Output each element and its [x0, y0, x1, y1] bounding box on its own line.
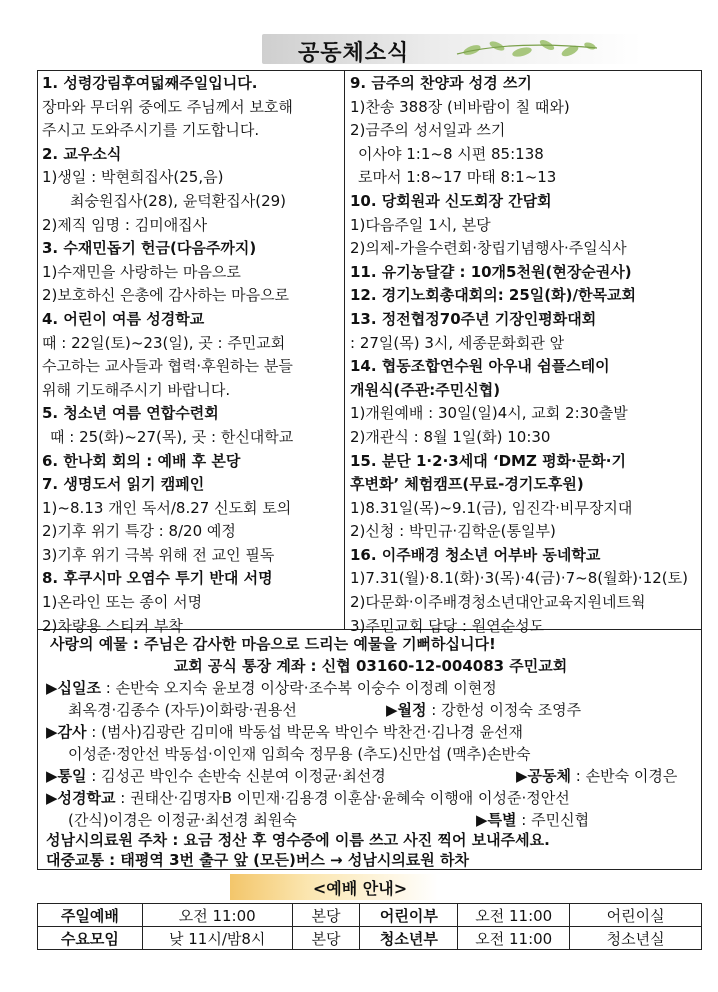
left-news-line: 때 : 25(화)~27(목), 곳 : 한신대학교: [50, 427, 294, 446]
worship-row: [38, 904, 702, 927]
left-news-line: 2)차량용 스티커 부착: [42, 616, 183, 635]
left-news-line: 1)생일 : 박현희집사(25,음): [42, 168, 224, 187]
left-column: [42, 72, 342, 638]
right-news-line: 2)신청 : 박민규·김학운(통일부): [350, 522, 556, 541]
left-news-line: 2)보호하신 은총에 감사하는 마음으로: [42, 286, 290, 305]
left-news-line: 2. 교우소식: [42, 144, 122, 163]
column-divider: [344, 70, 345, 630]
school-line-1: ▶성경학교 : 권태산·김명자B 이민재·김용경 이훈삼·윤혜숙 이행애 이성준·정안선: [46, 789, 570, 807]
page-title: 공동체소식: [298, 41, 410, 66]
right-news-line: 로마서 1:8~17 마태 8:1~13: [358, 168, 557, 187]
worship-row: [38, 927, 702, 950]
right-news-line: 11. 유기농달걀 : 10개5천원(현장순권사): [350, 262, 632, 281]
left-news-line: 최숭원집사(28), 윤덕환집사(29): [70, 191, 287, 210]
offering-notice: 사랑의 예물 : 주님은 감사한 마음으로 드리는 예물을 기뻐하십니다!: [50, 635, 496, 653]
offering-box: [37, 630, 702, 870]
worship-title: <예배 안내>: [312, 879, 408, 898]
right-news-line: 12. 경기노회총대회의: 25일(화)/한목교회: [350, 286, 636, 305]
thanks-line-2: 이성준·정안선 박동섭·이인재 임희숙 정무용 (추도)신만섭 (맥추)손반숙: [68, 745, 531, 763]
right-news-line: 이사야 1:1~8 시편 85:138: [358, 144, 544, 163]
worship-cell: 어린이실: [570, 904, 702, 927]
transit-notice: 대중교통 : 태평역 3번 출구 앞 (모든)버스 → 성남시의료원 하차: [46, 851, 469, 869]
right-news-line: 2)금주의 성서일과 쓰기: [350, 121, 506, 140]
worship-heading: [230, 874, 490, 900]
left-news-line: 8. 후쿠시마 오염수 투기 반대 서명: [42, 569, 273, 588]
worship-cell: 어린이부: [360, 904, 458, 927]
community-line: ▶공동체 : 손반숙 이경은: [516, 767, 678, 785]
right-news-line: 13. 정전협정70주년 기장인평화대회: [350, 309, 597, 328]
right-news-line: 9. 금주의 찬양과 성경 쓰기: [350, 74, 532, 92]
worship-cell: 오전 11:00: [142, 904, 292, 927]
worship-cell: 주일예배: [38, 904, 143, 927]
left-news-line: 위해 기도해주시기 바랍니다.: [42, 380, 231, 399]
left-news-line: 2)제직 임명 : 김미애집사: [42, 215, 208, 234]
parking-notice: 성남시의료원 주차 : 요금 정산 후 영수증에 이름 쓰고 사진 찍어 보내주세요.: [46, 831, 550, 849]
tithe-line-1: ▶십일조 : 손반숙 오지숙 윤보경 이상락·조수복 이숭수 이정례 이현정: [46, 679, 497, 697]
left-news-line: 장마와 무더위 중에도 주님께서 보호해: [42, 97, 293, 116]
special-line: ▶특별 : 주민신협: [476, 811, 590, 829]
left-news-line: 1)~8.13 개인 독서/8.27 신도회 토의: [42, 498, 292, 517]
school-line-2: (간식)이경은 이정균·최선경 최원숙: [68, 811, 297, 829]
right-news-line: : 27일(목) 3시, 세종문화회관 앞: [350, 333, 565, 352]
right-column: [350, 72, 702, 638]
leaf-decoration-icon: [452, 36, 602, 62]
left-news-line: 때 : 22일(토)~23(일), 곳 : 주민교회: [42, 333, 286, 352]
worship-cell: 수요모임: [38, 927, 143, 950]
right-news-line: 10. 당회원과 신도회장 간담회: [350, 191, 552, 210]
right-news-line: 3)주민교회 담당 : 원연순성도: [350, 616, 545, 635]
tithe-line-2: 최옥경·김종수 (자두)이화랑·권용선: [68, 701, 297, 719]
unity-line: ▶통일 : 김성곤 박인수 손반숙 신분여 이정균·최선경: [46, 767, 386, 785]
right-news-line: 1)찬송 388장 (비바람이 칠 때와): [350, 97, 570, 116]
right-news-line: 후변화’ 체험캠프(무료-경기도후원): [350, 475, 584, 494]
thanks-line-1: ▶감사 : (범사)김광란 김미애 박동섭 박문옥 박인수 박찬건·김나경 윤선재: [46, 723, 523, 741]
worship-cell: 본당: [292, 927, 360, 950]
left-news-line: 2)기후 위기 특강 : 8/20 예정: [42, 522, 236, 541]
left-news-line: 1)수재민을 사랑하는 마음으로: [42, 262, 241, 281]
worship-cell: 청소년실: [570, 927, 702, 950]
left-news-line: 1)온라인 또는 종이 서명: [42, 593, 203, 612]
right-news-line: 2)의제-가을수련회·창립기념행사·주일식사: [350, 239, 627, 258]
left-news-line: 수고하는 교사들과 협력·후원하는 분들: [42, 357, 293, 376]
right-news-line: 개원식(주관:주민신협): [350, 380, 501, 399]
right-news-line: 16. 이주배경 청소년 어부바 동네학교: [350, 545, 601, 564]
right-news-line: 2)다문화·이주배경청소년대안교육지원네트웍: [350, 593, 646, 612]
worship-cell: 청소년부: [360, 927, 458, 950]
monthly-line: ▶월정 : 강한성 이정숙 조영주: [386, 701, 582, 719]
right-news-line: 2)개관식 : 8월 1일(화) 10:30: [350, 427, 551, 446]
right-news-line: 14. 협동조합연수원 아우내 쉼플스테이: [350, 357, 610, 376]
right-news-line: 1)8.31일(목)~9.1(금), 임진각·비무장지대: [350, 498, 633, 517]
worship-cell: 오전 11:00: [458, 927, 570, 950]
section-title: [262, 34, 642, 66]
right-news-line: 1)7.31(월)·8.1(화)·3(목)·4(금)·7~8(월화)·12(토): [350, 569, 688, 588]
worship-cell: 본당: [292, 904, 360, 927]
left-news-line: 1. 성령강림후여덟째주일입니다.: [42, 74, 258, 92]
left-news-line: 3)기후 위기 극복 위해 전 교인 필독: [42, 545, 275, 564]
right-news-line: 15. 분단 1·2·3세대 ‘DMZ 평화·문화·기: [350, 451, 626, 470]
left-news-line: 주시고 도와주시기를 기도합니다.: [42, 121, 260, 140]
left-news-line: 6. 한나회 회의 : 예배 후 본당: [42, 451, 241, 470]
worship-cell: 낮 11시/밤8시: [142, 927, 292, 950]
left-news-line: 5. 청소년 여름 연합수련회: [42, 404, 219, 423]
right-news-line: 1)다음주일 1시, 본당: [350, 215, 491, 234]
left-news-line: 4. 어린이 여름 성경학교: [42, 309, 205, 328]
worship-cell: 오전 11:00: [458, 904, 570, 927]
bank-account: 교회 공식 통장 계좌 : 신협 03160-12-004083 주민교회: [173, 657, 568, 675]
left-news-line: 7. 생명도서 읽기 캠페인: [42, 475, 205, 494]
right-news-line: 1)개원예배 : 30일(일)4시, 교회 2:30출발: [350, 404, 628, 423]
worship-table: [37, 903, 702, 950]
left-news-line: 3. 수재민돕기 헌금(다음주까지): [42, 239, 257, 258]
